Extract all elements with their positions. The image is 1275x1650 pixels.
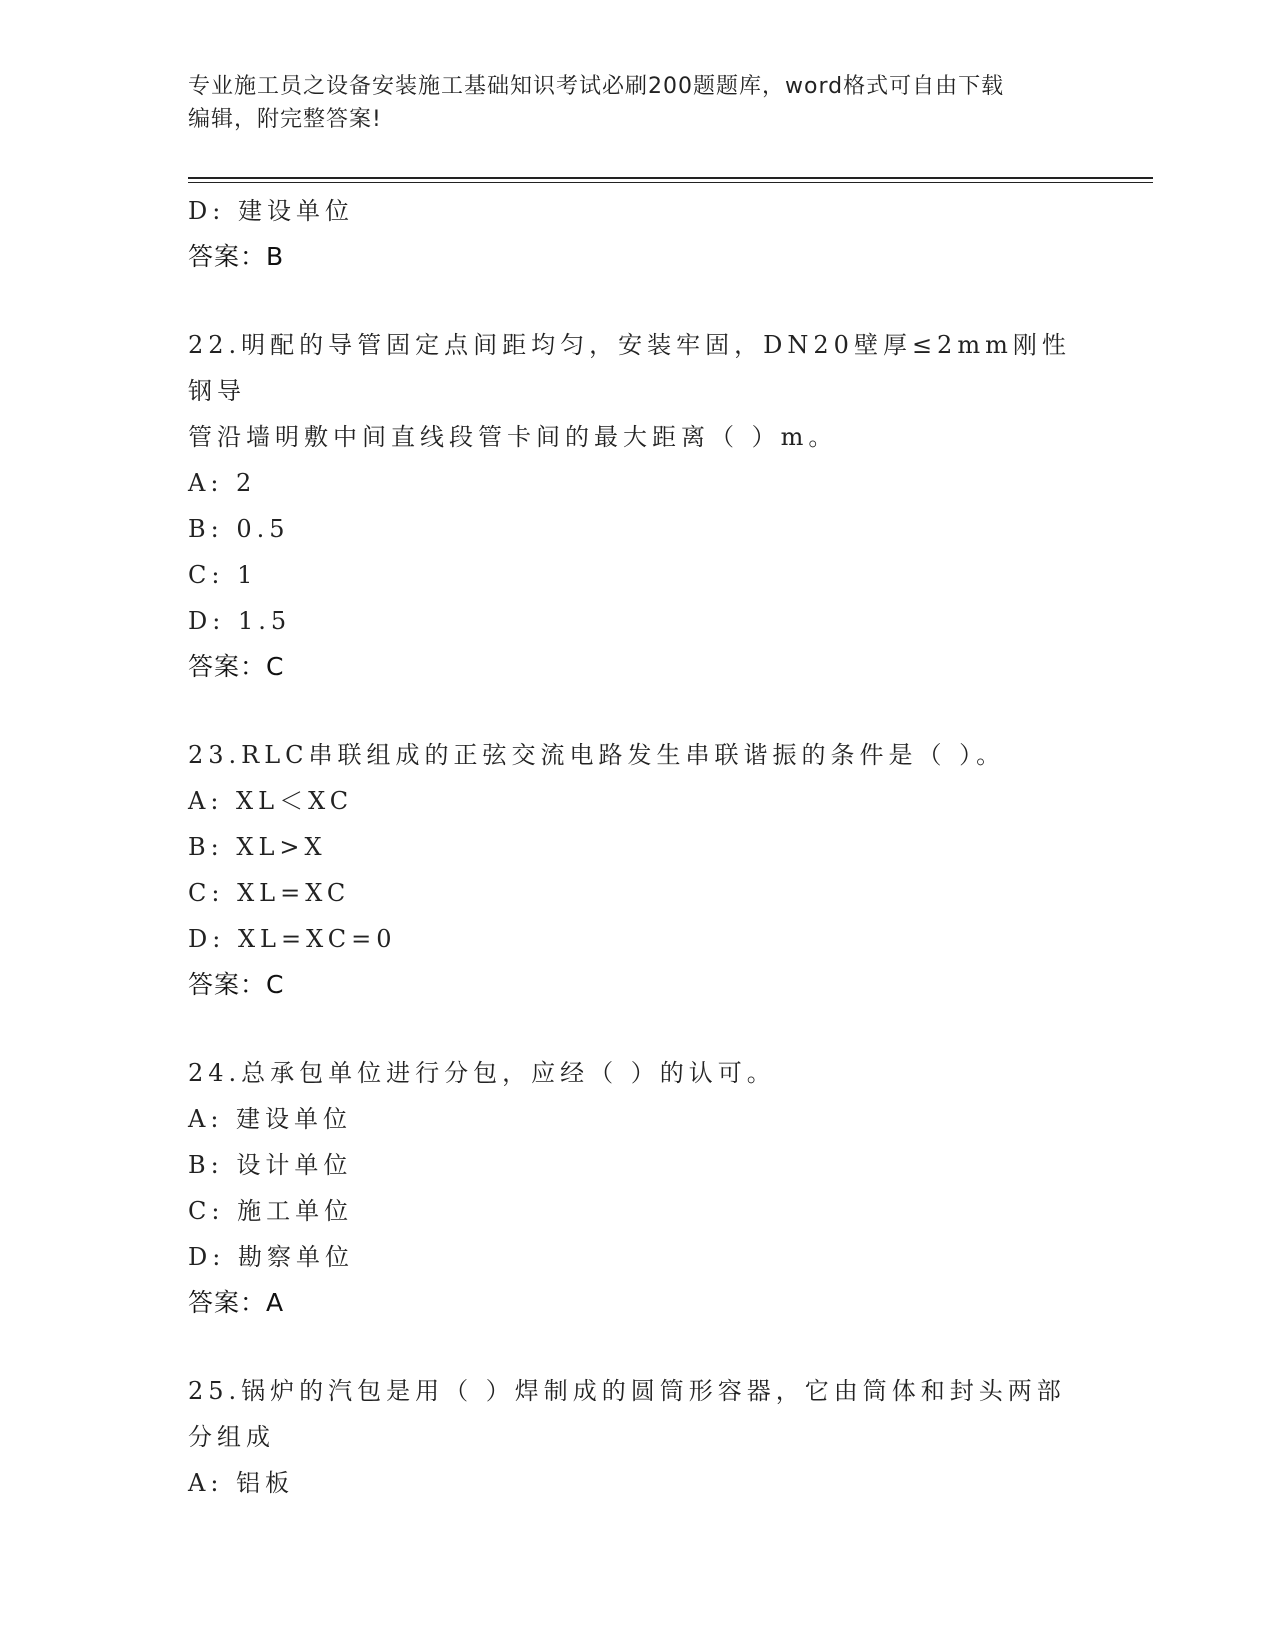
option-d: D: 建设单位 xyxy=(188,197,354,225)
option-c: C: 施工单位 xyxy=(188,1197,354,1225)
answer-line: 答案：C xyxy=(188,652,285,681)
question-stem-line-2: 管沿墙明敷中间直线段管卡间的最大距离（ ）m。 xyxy=(188,423,838,451)
option-b: B: XL>X xyxy=(188,833,327,861)
header-divider-thin xyxy=(188,182,1153,183)
question-25 xyxy=(188,1368,1088,1506)
answer-line: 答案：B xyxy=(188,242,285,271)
option-b: B: 设计单位 xyxy=(188,1151,353,1179)
header-title-line-1: 专业施工员之设备安装施工基础知识考试必刷200题题库，word格式可自由下载 xyxy=(188,74,1005,99)
option-a: A: 2 xyxy=(188,469,257,497)
header-divider-thick xyxy=(188,177,1153,179)
option-b: B: 0.5 xyxy=(188,515,290,543)
option-c: C: 1 xyxy=(188,561,258,589)
answer-line: 答案：C xyxy=(188,970,285,999)
header-title-line-2: 编辑，附完整答案! xyxy=(188,107,382,132)
question-stem-line-1: 24.总承包单位进行分包，应经（ ）的认可。 xyxy=(188,1059,776,1087)
option-a: A: 铝板 xyxy=(188,1469,295,1497)
option-d: D: 1.5 xyxy=(188,607,292,635)
option-a: A: 建设单位 xyxy=(188,1105,353,1133)
question-24 xyxy=(188,1050,1088,1326)
question-stem-line-1: 25.锅炉的汽包是用（ ）焊制成的圆筒形容器，它由筒体和封头两部 xyxy=(188,1377,1066,1405)
question-list xyxy=(188,188,1088,1506)
question-21-tail xyxy=(188,188,1088,280)
question-stem-line-1: 22.明配的导管固定点间距均匀，安装牢固，DN20壁厚≤2mm刚性钢导 xyxy=(188,331,1071,405)
option-c: C: XL=XC xyxy=(188,879,351,907)
question-stem-line-2: 分组成 xyxy=(188,1423,275,1451)
option-d: D: 勘察单位 xyxy=(188,1243,354,1271)
answer-line: 答案：A xyxy=(188,1288,285,1317)
option-d: D: XL=XC=0 xyxy=(188,925,397,953)
question-23 xyxy=(188,732,1088,1008)
question-22 xyxy=(188,322,1088,690)
question-stem-line-1: 23.RLC串联组成的正弦交流电路发生串联谐振的条件是（ ）。 xyxy=(188,741,1006,769)
document-header xyxy=(188,70,1078,136)
option-a: A: XL＜XC xyxy=(188,787,354,815)
